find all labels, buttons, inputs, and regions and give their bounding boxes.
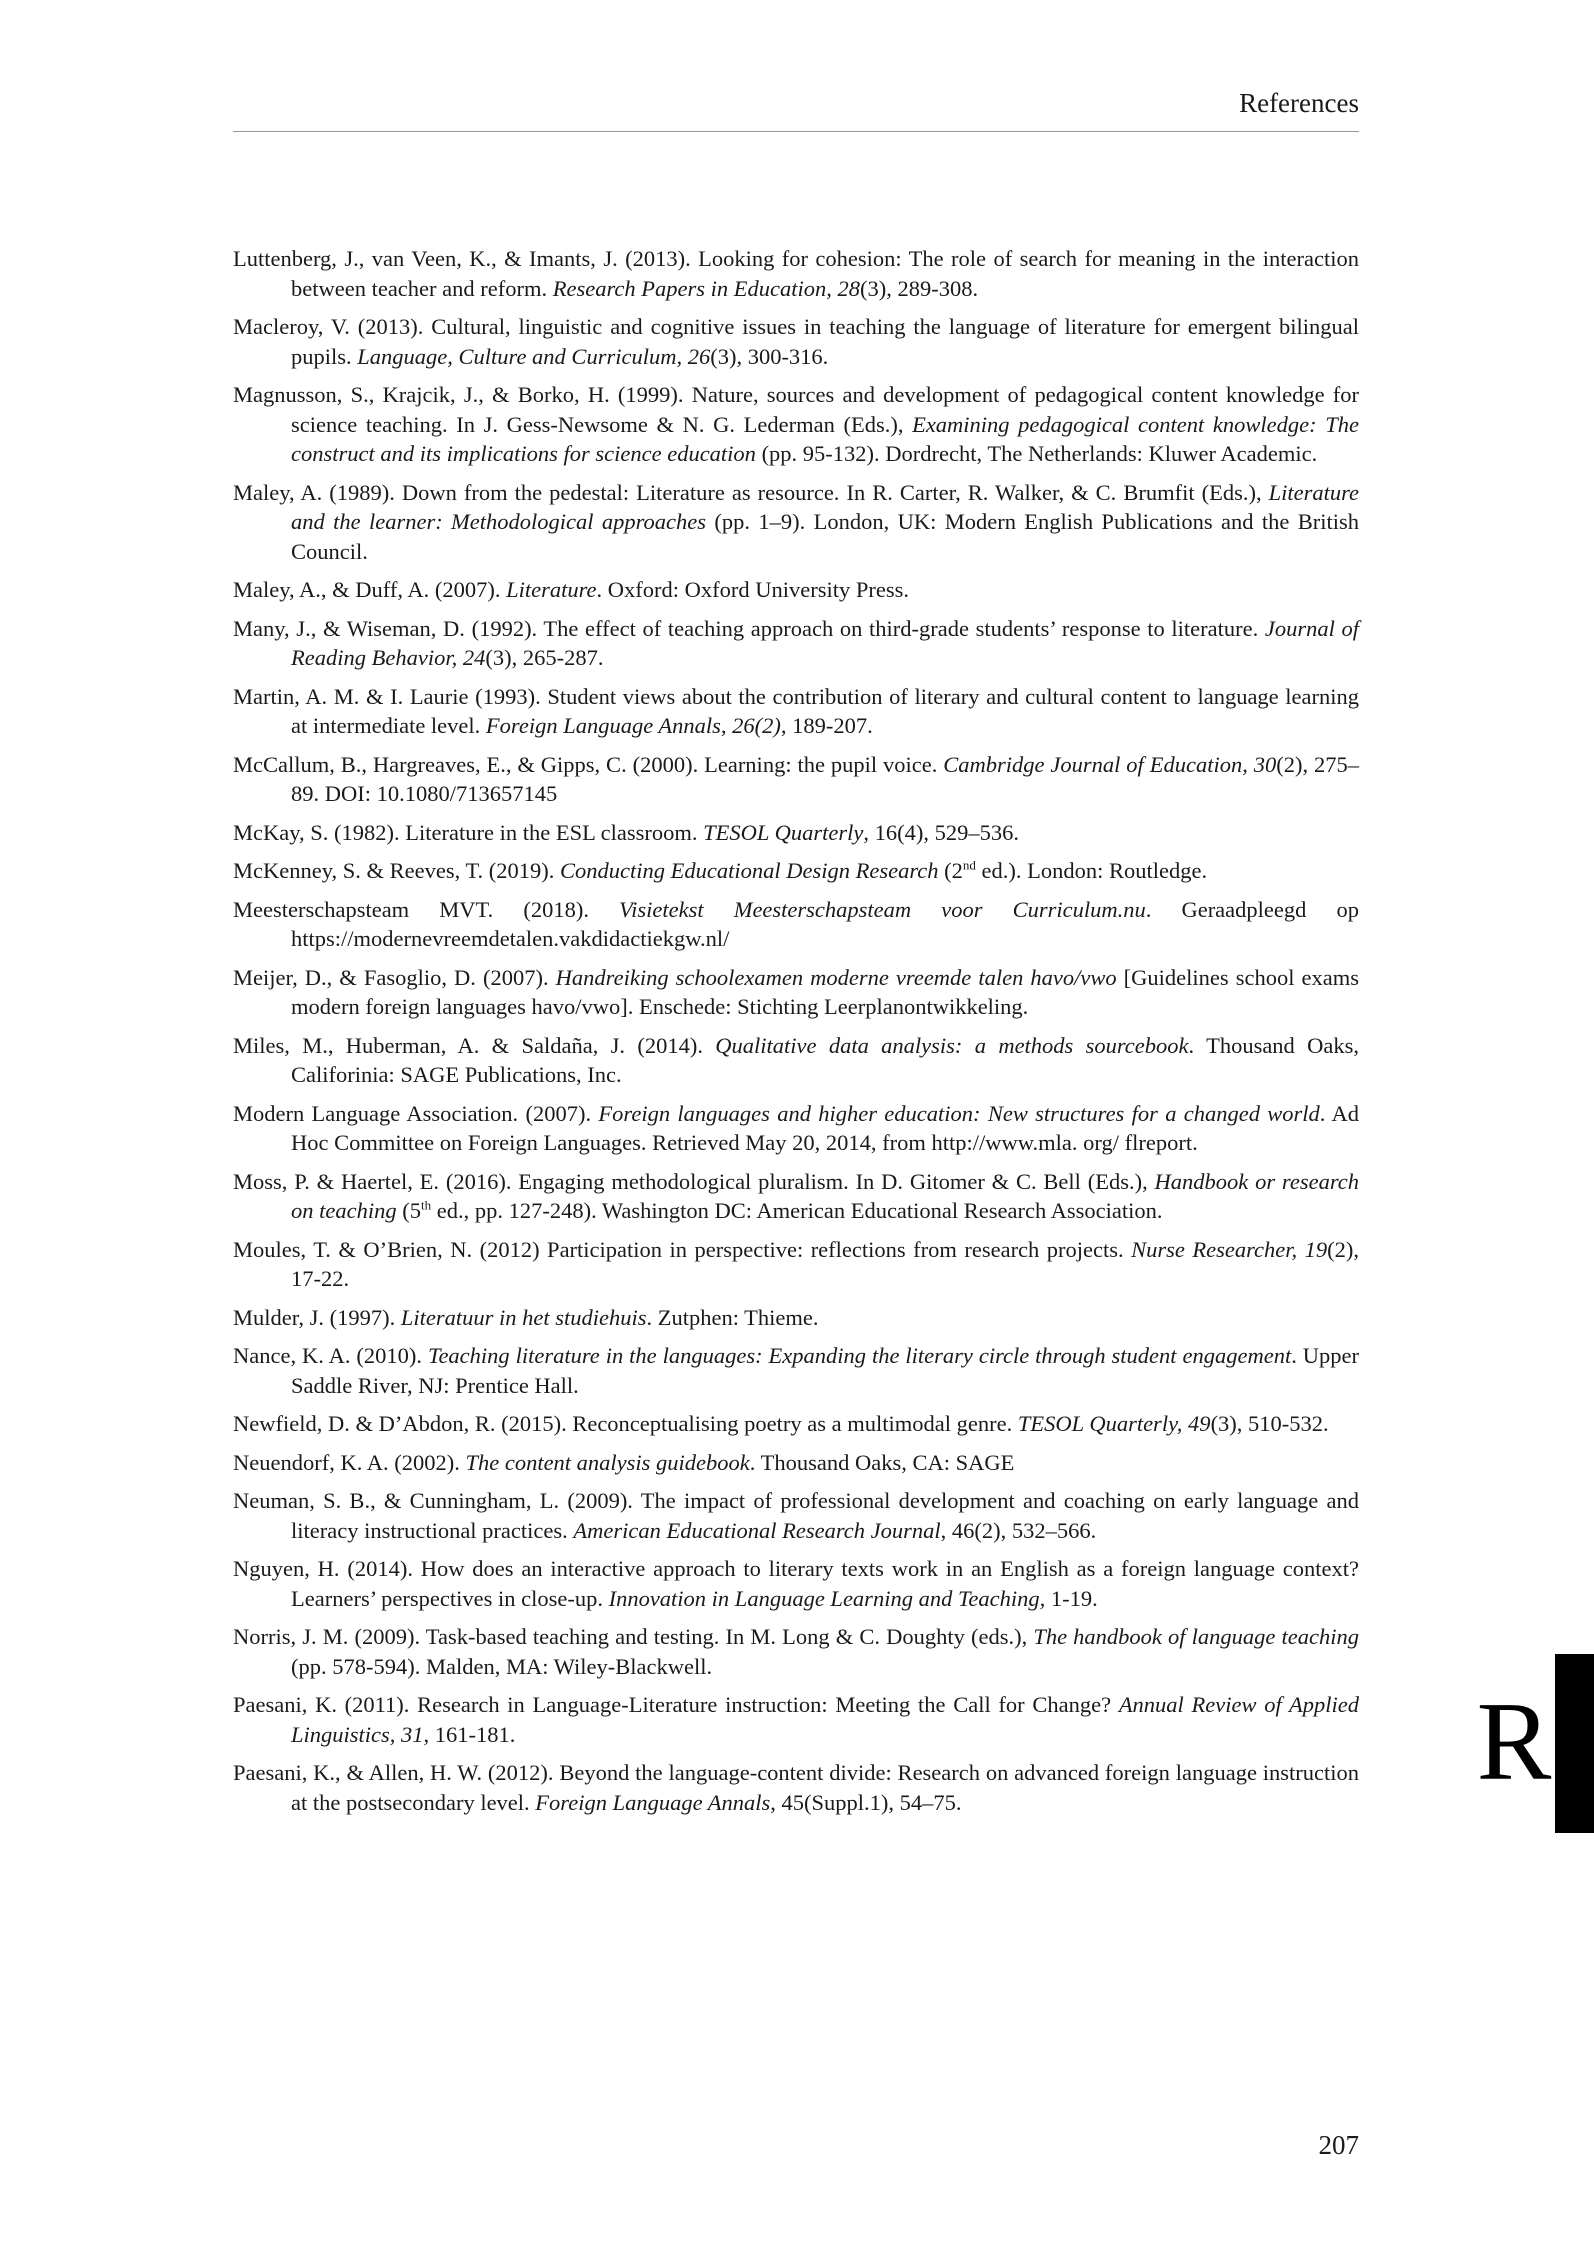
reference-entry: Luttenberg, J., van Veen, K., & Imants, J. (2013). Looking for cohesion: The role of search for meaning in the interaction between teacher and reform. Research Papers in Education, 28(3), 289-308.: [233, 246, 1359, 301]
reference-entry: McKay, S. (1982). Literature in the ESL classroom. TESOL Quarterly, 16(4), 529–536.: [233, 819, 1019, 845]
reference-entry: Modern Language Association. (2007). Foreign languages and higher education: New structures for a changed world. Ad Hoc Committee on Foreign Languages. Retrieved May 20, 2014, from http://www.mla. org/ flreport.: [233, 1100, 1359, 1155]
reference-entry: Macleroy, V. (2013). Cultural, linguistic and cognitive issues in teaching the language of literature for emergent bilingual pupils. Language, Culture and Curriculum, 26(3), 300-316.: [233, 314, 1359, 369]
reference-entry: Maley, A., & Duff, A. (2007). Literature. Oxford: Oxford University Press.: [233, 577, 909, 602]
reference-entry: McKenney, S. & Reeves, T. (2019). Conducting Educational Design Research (2nd ed.). London: Routledge.: [233, 857, 1208, 883]
reference-entry: Meesterschapsteam MVT. (2018). Visietekst Meesterschapsteam voor Curriculum.nu. Geraadpleegd op https://modernevreemdetalen.vakdidactiekgw.nl/: [233, 896, 1359, 951]
running-header: References: [233, 88, 1359, 132]
reference-entry: Neuman, S. B., & Cunningham, L. (2009). The impact of professional development and coaching on early language and literacy instructional practices. American Educational Research Journal, 46(2), 532–566.: [233, 1488, 1359, 1543]
section-tab-letter: R: [1476, 1680, 1552, 1804]
reference-entry: Nance, K. A. (2010). Teaching literature in the languages: Expanding the literary circle through student engagement. Upper Saddle River, NJ: Prentice Hall.: [233, 1343, 1360, 1398]
reference-entry: Newfield, D. & D’Abdon, R. (2015). Reconceptualising poetry as a multimodal genre. TESOL Quarterly, 49(3), 510-532.: [233, 1411, 1329, 1436]
reference-entry: Moss, P. & Haertel, E. (2016). Engaging methodological pluralism. In D. Gitomer & C. Bell (Eds.), Handbook or research on teaching (5th ed., pp. 127-248). Washington DC: American Educational Research Association.: [233, 1168, 1359, 1223]
reference-entry: Maley, A. (1989). Down from the pedestal: Literature as resource. In R. Carter, R. Walker, & C. Brumfit (Eds.), Literature and the learner: Methodological approaches (pp. 1–9). London, UK: Modern English Publications and the British Council.: [233, 479, 1359, 564]
reference-entry: Nguyen, H. (2014). How does an interactive approach to literary texts work in an English as a foreign language context? Learners’ perspectives in close-up. Innovation in Language Learning and Teaching, 1-19.: [233, 1556, 1359, 1611]
reference-entry: Miles, M., Huberman, A. & Saldaña, J. (2014). Qualitative data analysis: a methods sourcebook. Thousand Oaks, Califorinia: SAGE Publications, Inc.: [233, 1032, 1360, 1087]
section-thumb-tab: [1555, 1654, 1594, 1833]
reference-entry: Mulder, J. (1997). Literatuur in het studiehuis. Zutphen: Thieme.: [233, 1304, 819, 1330]
reference-entry: Norris, J. M. (2009). Task-based teaching and testing. In M. Long & C. Doughty (eds.), The handbook of language teaching (pp. 578-594). Malden, MA: Wiley-Blackwell.: [233, 1624, 1359, 1679]
reference-entry: Paesani, K., & Allen, H. W. (2012). Beyond the language-content divide: Research on advanced foreign language instruction at the postsecondary level. Foreign Language Annals, 45(Suppl.1), 54–75.: [233, 1760, 1359, 1815]
reference-entry: McCallum, B., Hargreaves, E., & Gipps, C. (2000). Learning: the pupil voice. Cambridge Journal of Education, 30(2), 275–89. DOI: 10.1080/713657145: [233, 751, 1359, 806]
reference-entry: Meijer, D., & Fasoglio, D. (2007). Handreiking schoolexamen moderne vreemde talen havo/vwo [Guidelines school exams modern foreign languages havo/vwo]. Enschede: Stichting Leerplanontwikkeling.: [233, 964, 1359, 1019]
reference-list: [233, 244, 1359, 1826]
reference-entry: Paesani, K. (2011). Research in Language-Literature instruction: Meeting the Call for Change? Annual Review of Applied Linguistics, 31, 161-181.: [233, 1692, 1359, 1747]
reference-entry: Magnusson, S., Krajcik, J., & Borko, H. (1999). Nature, sources and development of pedagogical content knowledge for science teaching. In J. Gess-Newsome & N. G. Lederman (Eds.), Examining pedagogical content knowledge: The construct and its implications for science education (pp. 95-132). Dordrecht, The Netherlands: Kluwer Academic.: [233, 382, 1359, 466]
reference-entry: Moules, T. & O’Brien, N. (2012) Participation in perspective: reflections from research projects. Nurse Researcher, 19(2), 17-22.: [233, 1236, 1359, 1291]
page-number: 207: [1318, 2130, 1359, 2160]
reference-entry: Neuendorf, K. A. (2002). The content analysis guidebook. Thousand Oaks, CA: SAGE: [233, 1449, 1015, 1475]
reference-entry: Many, J., & Wiseman, D. (1992). The effect of teaching approach on third-grade students’ response to literature. Journal of Reading Behavior, 24(3), 265-287.: [233, 615, 1359, 670]
reference-entry: Martin, A. M. & I. Laurie (1993). Student views about the contribution of literary and cultural content to language learning at intermediate level. Foreign Language Annals, 26(2), 189-207.: [233, 683, 1359, 738]
